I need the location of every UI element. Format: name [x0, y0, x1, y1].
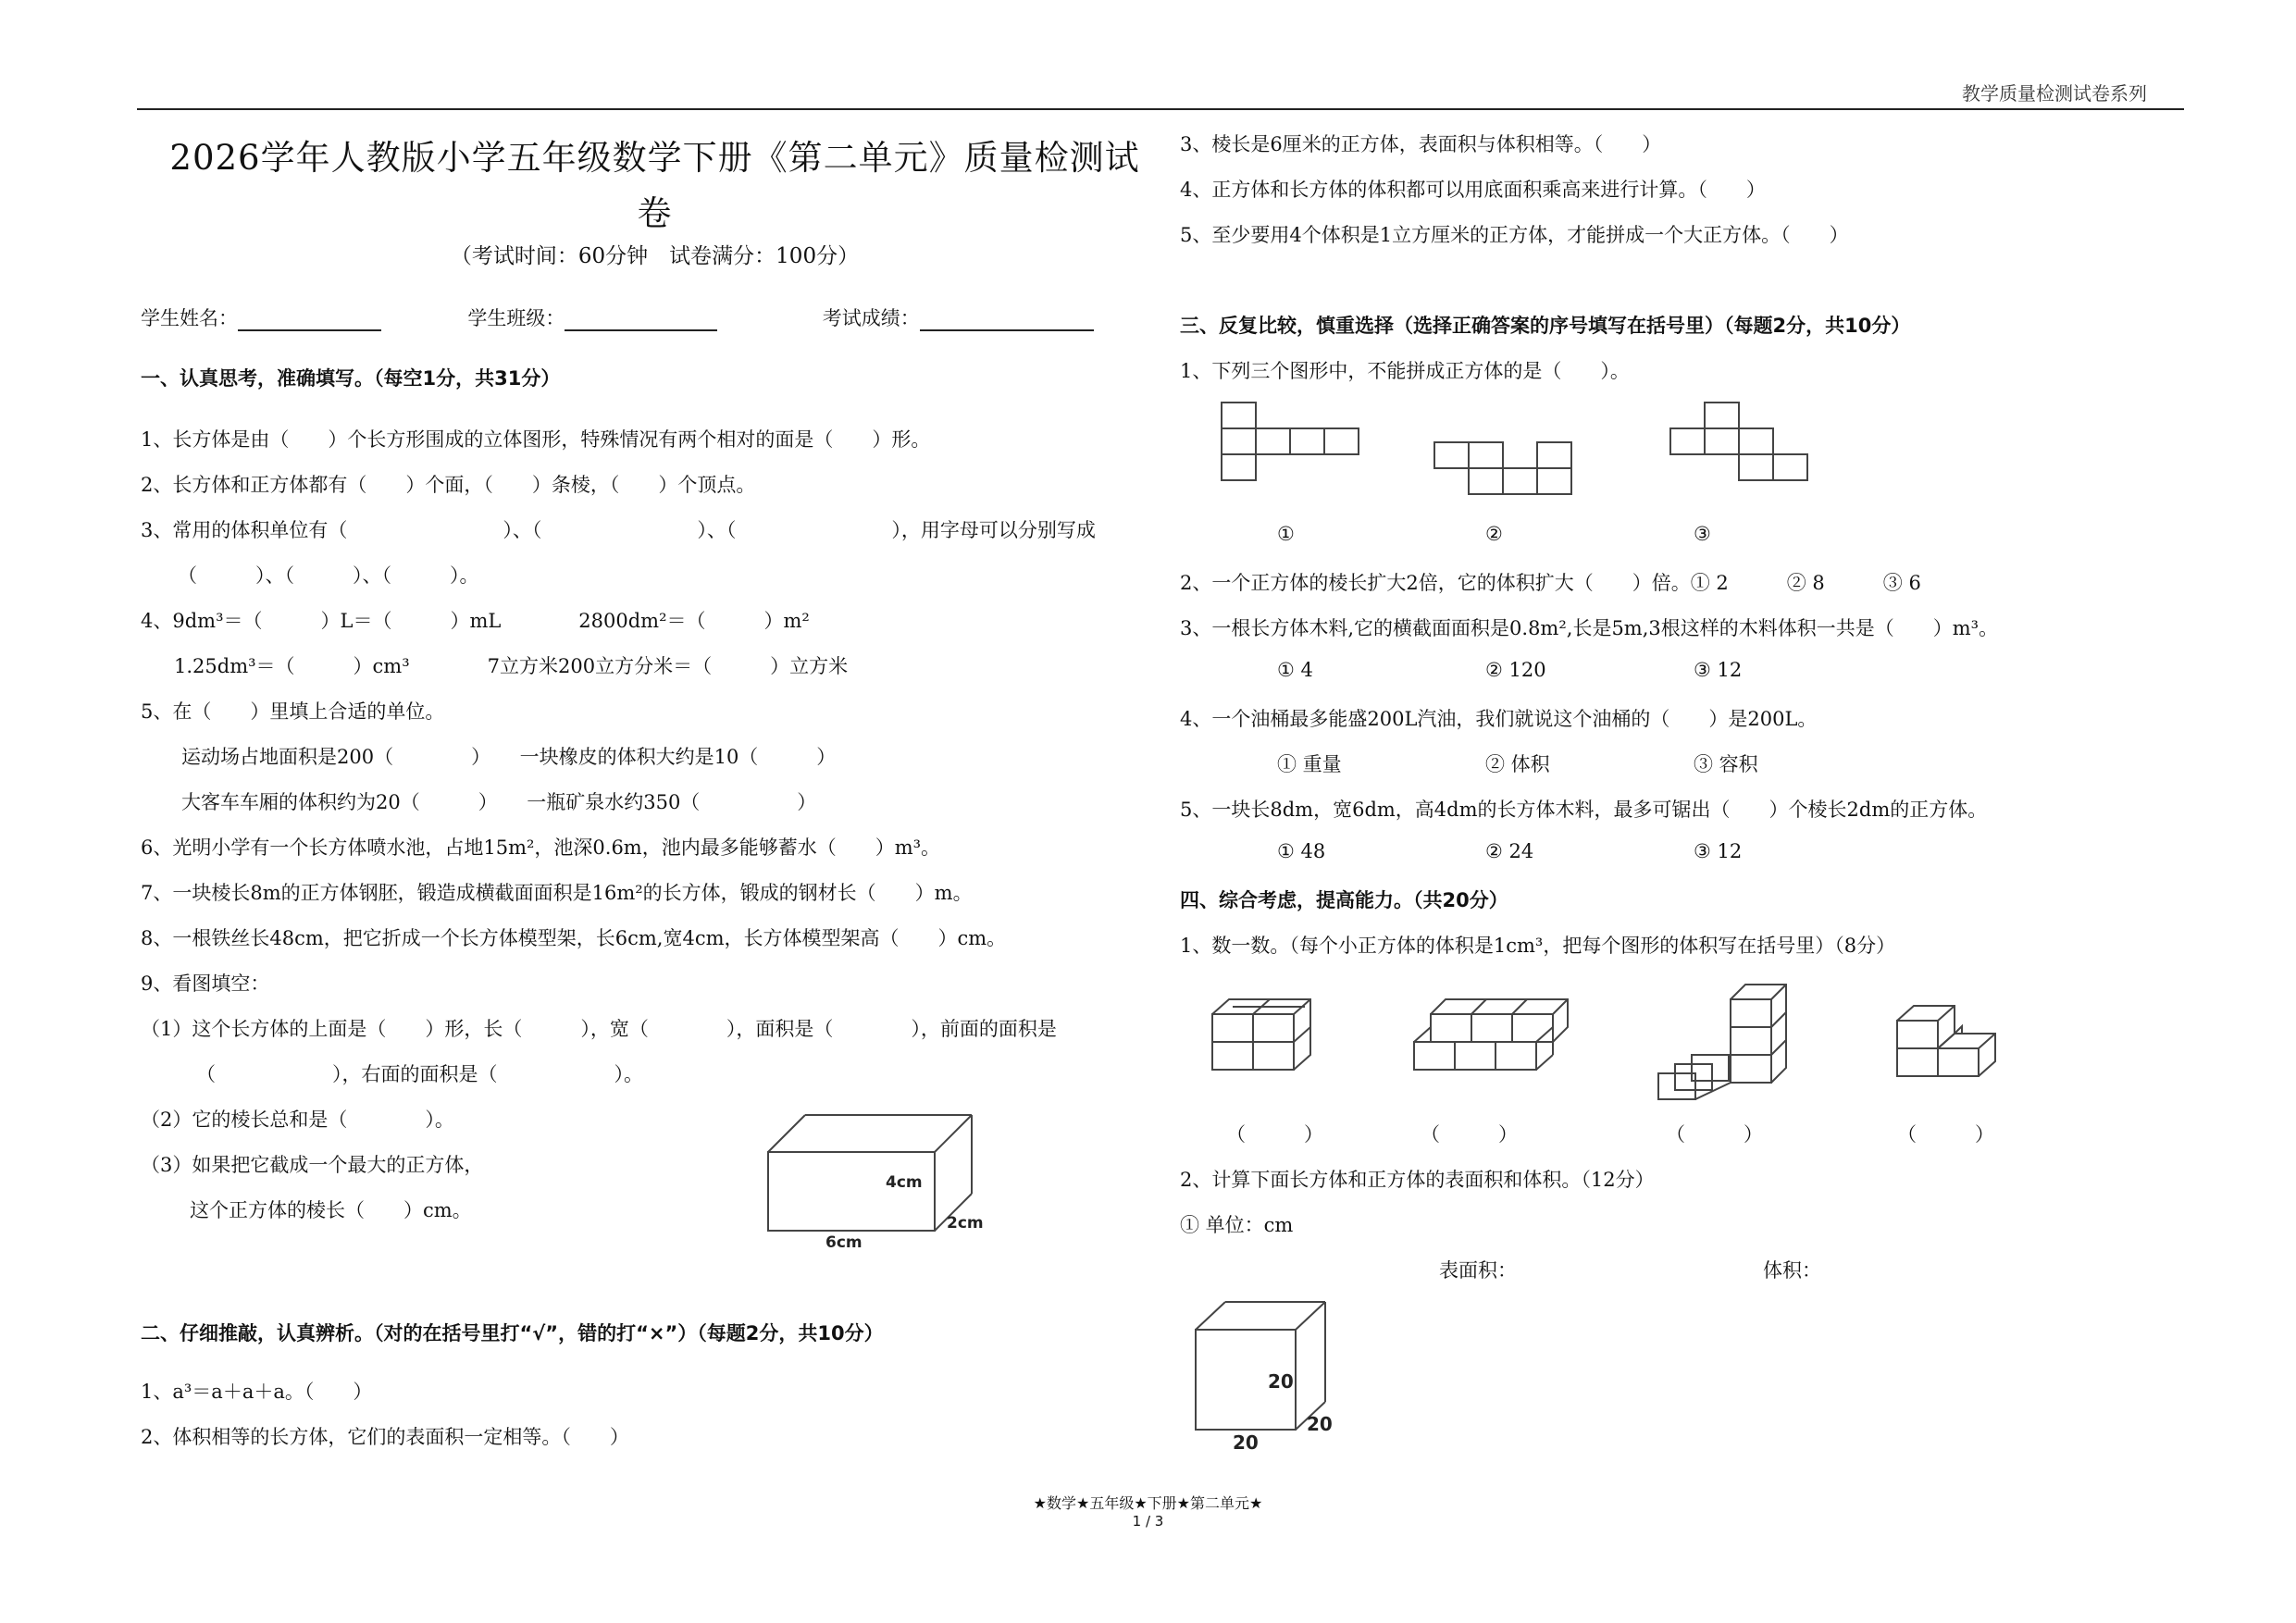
section-1-title: 一、认真思考，准确填写。（每空1分，共31分）: [141, 367, 561, 390]
volume-answer-3[interactable]: （ ）: [1666, 1123, 1763, 1146]
s3-q3: 3、一根长方体木料,它的横截面面积是0.8m²,长是5m,3根这样的木料体积一共是（ ）m³。: [1180, 617, 1999, 639]
s2-q2: 2、体积相等的长方体，它们的表面积一定相等。（ ）: [141, 1426, 629, 1448]
s1-q9-1: （1）这个长方体的上面是（ ）形，长（ ），宽（ ），面积是（ ），前面的面积是: [141, 1018, 1057, 1040]
s2-q3: 3、棱长是6厘米的正方体，表面积与体积相等。（ ）: [1180, 133, 1662, 155]
net-figure-3: [1670, 403, 1818, 495]
s4-q1: 1、数一数。（每个小正方体的体积是1cm³，把每个图形的体积写在括号里）（8分）: [1180, 935, 1896, 957]
s1-q9-3: （3）如果把它截成一个最大的正方体，: [141, 1154, 484, 1176]
cube-depth-label: 20: [1307, 1413, 1333, 1435]
net-figure-2: [1434, 442, 1582, 507]
s1-q7: 7、一块棱长8m的正方体钢胚，锻造成横截面面积是16m²的长方体，锻成的钢材长（ ）m。: [141, 882, 973, 904]
student-class-field[interactable]: [565, 309, 717, 331]
cube-length-label: 20: [1233, 1431, 1259, 1454]
s3-q5-opt1: ① 48: [1277, 840, 1326, 862]
cube-stack-3: [1657, 979, 1805, 1109]
s3-q4-opt2: ② 体积: [1485, 753, 1550, 775]
score-field[interactable]: [920, 309, 1094, 331]
s1-q9: 9、看图填空：: [141, 973, 270, 995]
s1-q3-cont: （ ）、（ ）、（ ）。: [178, 564, 479, 587]
s1-q4-cont: 1.25dm³＝（ ）cm³ 7立方米200立方分米＝（ ）立方米: [174, 655, 849, 677]
s1-q5-a: 运动场占地面积是200（ ） 一块橡皮的体积大约是10（ ）: [181, 746, 837, 768]
exam-title: 2026学年人教版小学五年级数学下册《第二单元》质量检测试: [169, 138, 1140, 178]
s3-q4: 4、一个油桶最多能盛200L汽油，我们就说这个油桶的（ ）是200L。: [1180, 708, 1818, 730]
student-info: [141, 304, 1094, 331]
s2-q5: 5、至少要用4个体积是1立方厘米的正方体，才能拼成一个大正方体。（ ）: [1180, 224, 1849, 246]
s3-q5: 5、一块长8dm，宽6dm，高4dm的长方体木料，最多可锯出（ ）个棱长2dm的正方体。: [1180, 799, 1988, 821]
section-3-title: 三、反复比较，慎重选择（选择正确答案的序号填写在括号里）（每题2分，共10分）: [1180, 315, 1911, 337]
volume-answer-1[interactable]: （ ）: [1226, 1123, 1323, 1146]
s1-q5: 5、在（ ）里填上合适的单位。: [141, 700, 445, 723]
s2-q1: 1、a³＝a＋a＋a。（ ）: [141, 1381, 373, 1403]
student-name-field[interactable]: [238, 309, 381, 331]
s4-q2-unit: ① 单位：cm: [1180, 1214, 1294, 1236]
s3-q2: 2、一个正方体的棱长扩大2倍，它的体积扩大（ ）倍。① 2 ② 8 ③ 6: [1180, 572, 1921, 594]
s1-q9-1-cont: （ ），右面的面积是（ ）。: [196, 1063, 643, 1085]
net-label-2: ②: [1485, 523, 1503, 545]
volume-answer-2[interactable]: （ ）: [1421, 1123, 1518, 1146]
page-number: 1 / 3: [1132, 1513, 1164, 1530]
s1-q9-3-cont: 这个正方体的棱长（ ）cm。: [190, 1199, 472, 1221]
student-class-label: 学生班级：: [467, 307, 565, 329]
s2-q4: 4、正方体和长方体的体积都可以用底面积乘高来进行计算。（ ）: [1180, 179, 1766, 201]
s3-q3-opt1: ① 4: [1277, 659, 1313, 681]
volume-label: 体积：: [1763, 1259, 1821, 1282]
s1-q5-b: 大客车车厢的体积约为20（ ） 一瓶矿泉水约350（ ）: [181, 791, 817, 813]
s4-q2: 2、计算下面长方体和正方体的表面积和体积。（12分）: [1180, 1169, 1655, 1191]
s1-q8: 8、一根铁丝长48cm，把它折成一个长方体模型架，长6cm,宽4cm，长方体模型架高（ ）cm。: [141, 927, 1007, 949]
cuboid-depth-label: 2cm: [947, 1214, 984, 1233]
net-figure-1: [1222, 403, 1370, 495]
exam-title-cont: 卷: [637, 193, 673, 233]
s3-q4-opt1: ① 重量: [1277, 753, 1342, 775]
surface-area-label: 表面积：: [1439, 1259, 1517, 1282]
score-label: 考试成绩：: [822, 307, 920, 329]
section-4-title: 四、综合考虑，提高能力。（共20分）: [1180, 889, 1508, 911]
s1-q9-2: （2）它的棱长总和是（ ）。: [141, 1109, 454, 1131]
footer-title: ★数学★五年级★下册★第二单元★: [1033, 1494, 1263, 1512]
s3-q5-opt3: ③ 12: [1694, 840, 1743, 862]
s1-q2: 2、长方体和正方体都有（ ）个面，（ ）条棱，（ ）个顶点。: [141, 474, 756, 496]
cuboid-figure: [759, 1115, 984, 1263]
cube-figure: [1194, 1300, 1351, 1454]
volume-answer-4[interactable]: （ ）: [1897, 1123, 1994, 1146]
s1-q1: 1、长方体是由（ ）个长方形围成的立体图形，特殊情况有两个相对的面是（ ）形。: [141, 428, 931, 451]
s3-q4-opt3: ③ 容积: [1694, 753, 1758, 775]
cuboid-length-label: 6cm: [825, 1233, 863, 1252]
exam-subtitle: （考试时间：60分钟 试卷满分：100分）: [450, 244, 860, 268]
s3-q5-opt2: ② 24: [1485, 840, 1534, 862]
header-series: 教学质量检测试卷系列: [1962, 82, 2147, 105]
cube-stack-4: [1897, 1004, 2008, 1087]
cuboid-height-label: 4cm: [886, 1173, 923, 1192]
s1-q4: 4、9dm³＝（ ）L＝（ ）mL 2800dm²＝（ ）m²: [141, 610, 810, 632]
section-2-title: 二、仔细推敲，认真辨析。（对的在括号里打“√”，错的打“×”）（每题2分，共10分）: [141, 1322, 884, 1344]
net-label-3: ③: [1694, 523, 1711, 545]
cube-stack-1: [1212, 997, 1323, 1090]
s3-q1: 1、下列三个图形中，不能拼成正方体的是（ ）。: [1180, 360, 1630, 382]
net-label-1: ①: [1277, 523, 1295, 545]
s1-q3: 3、常用的体积单位有（ ）、（ ）、（ ），用字母可以分别写成: [141, 519, 1096, 541]
s3-q3-opt2: ② 120: [1485, 659, 1546, 681]
cube-stack-2: [1414, 997, 1581, 1090]
s3-q3-opt3: ③ 12: [1694, 659, 1743, 681]
header-divider: [137, 108, 2184, 110]
cube-height-label: 20: [1268, 1370, 1294, 1393]
student-name-label: 学生姓名：: [141, 307, 238, 329]
s1-q6: 6、光明小学有一个长方体喷水池，占地15m²，池深0.6m，池内最多能够蓄水（ ）m³。: [141, 836, 941, 859]
